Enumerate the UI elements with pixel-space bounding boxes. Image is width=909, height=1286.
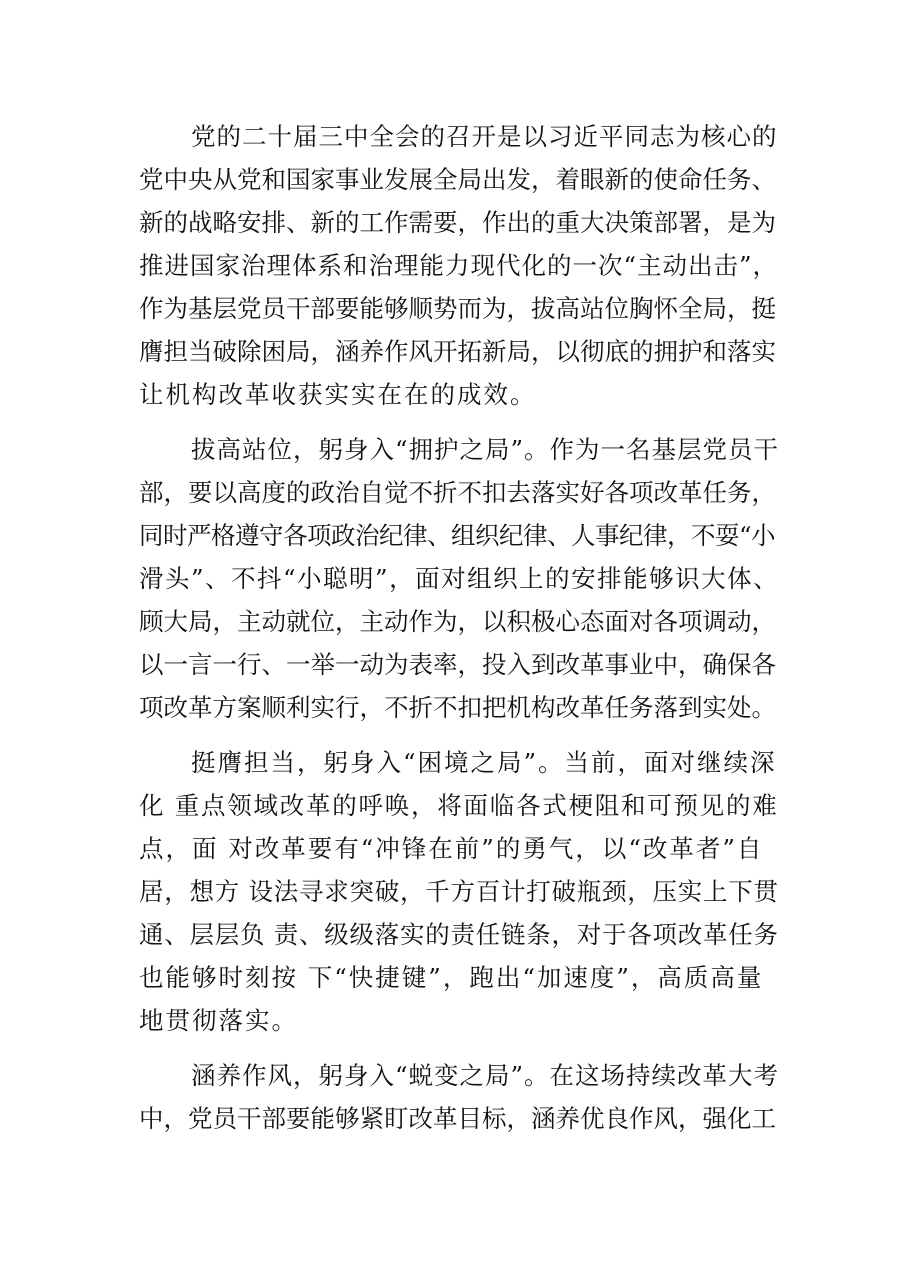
text-line: 挺膺担当，躬身入“困境之局”。当前，面对继续深 (191, 748, 777, 777)
text-line: 涵养作风，躬身入“蜕变之局”。在这场持续改革大考 (191, 1061, 780, 1090)
text-line: 通、层层负 责、级级落实的责任链条，对于各项改革任务 (139, 920, 779, 949)
text-line: 部，要以高度的政治自觉不折不扣去落实好各项改革任务， (139, 478, 776, 507)
text-line: 也能够时刻按 下“快捷键”，跑出“加速度”，高质高量 (139, 963, 764, 992)
text-line: 点，面 对改革要有“冲锋在前”的勇气，以“改革者”自 (139, 834, 764, 863)
text-line: 新的战略安排、新的工作需要，作出的重大决策部署，是为 (139, 208, 776, 237)
text-line: 项改革方案顺利实行，不折不扣把机构改革任务落到实处。 (139, 693, 776, 722)
text-line: 拔高站位，躬身入“拥护之局”。作为一名基层党员干 (191, 435, 780, 464)
text-line: 作为基层党员干部要能够顺势而为，拔高站位胸怀全局，挺 (139, 294, 776, 323)
text-line: 党中央从党和国家事业发展全局出发，着眼新的使命任务、 (139, 165, 776, 194)
text-line: 膺担当破除困局，涵养作风开拓新局，以彻底的拥护和落实 (139, 337, 776, 366)
document-body (139, 115, 779, 1152)
text-line: 同时严格遵守各项政治纪律、组织纪律、人事纪律，不耍“小 (139, 521, 776, 550)
text-line: 让机构改革收获实实在在的成效。 (139, 380, 537, 409)
paragraph-challenge (139, 741, 779, 1042)
text-line: 党的二十届三中全会的召开是以习近平同志为核心的 (191, 122, 778, 151)
paragraph-style (139, 1054, 779, 1140)
text-line: 居，想方 设法寻求突破，千方百计打破瓶颈，压实上下贯 (139, 877, 779, 906)
text-line: 以一言一行、一举一动为表率，投入到改革事业中，确保各 (139, 650, 776, 679)
text-line: 中，党员干部要能够紧盯改革目标，涵养优良作风，强化工 (139, 1104, 776, 1133)
paragraph-support (139, 428, 779, 729)
paragraph-intro (139, 115, 779, 416)
text-line: 地贯彻落实。 (139, 1006, 298, 1035)
text-line: 化 重点领域改革的呼唤，将面临各式梗阻和可预见的难 (139, 791, 779, 820)
text-line: 顾大局，主动就位，主动作为，以积极心态面对各项调动， (139, 607, 776, 636)
text-line: 推进国家治理体系和治理能力现代化的一次“主动出击”， (139, 251, 779, 280)
text-line: 滑头”、不抖“小聪明”，面对组织上的安排能够识大体、 (139, 564, 780, 593)
